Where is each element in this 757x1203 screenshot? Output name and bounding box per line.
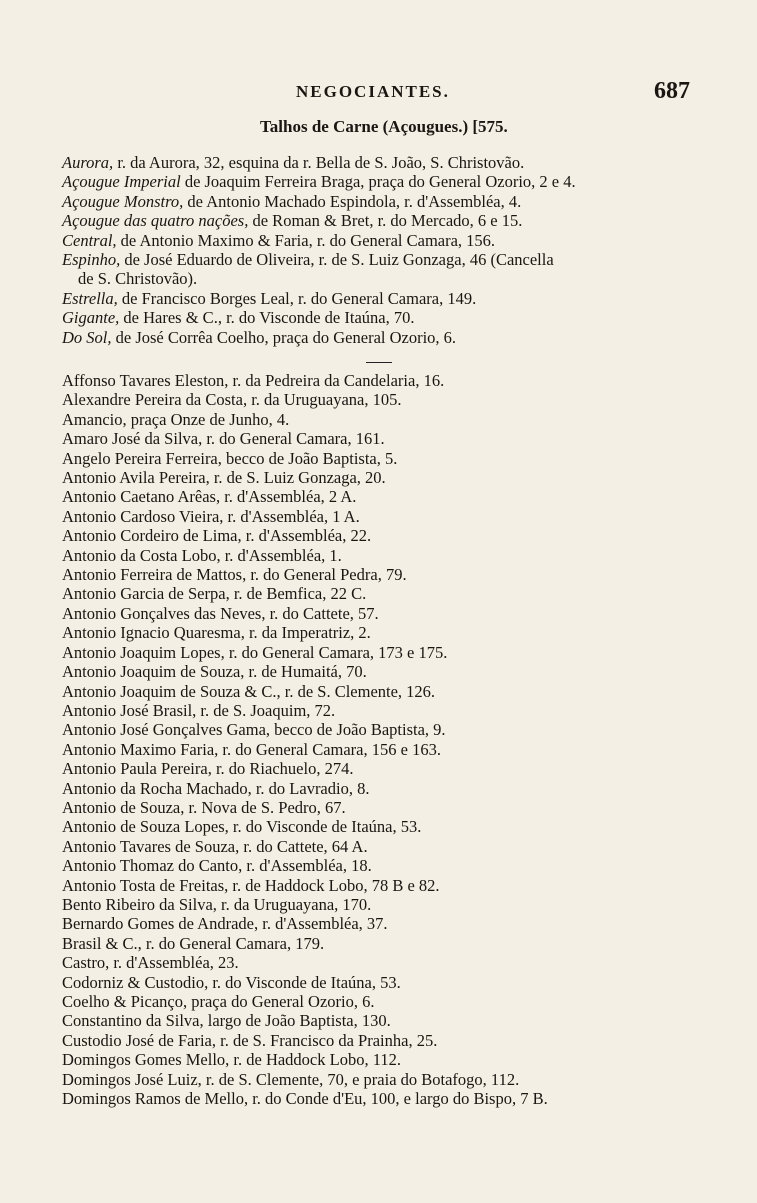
list-item: Antonio Caetano Arêas, r. d'Assembléa, 2 A.: [62, 487, 357, 507]
shop-name: Aurora,: [62, 153, 114, 172]
list-item: Antonio José Gonçalves Gama, becco de João Baptista, 9.: [62, 720, 446, 740]
list-item: Antonio Joaquim de Souza, r. de Humaitá, 70.: [62, 662, 367, 682]
list-item: Antonio Tavares de Souza, r. do Cattete, 64 A.: [62, 836, 368, 856]
shop-details: de Francisco Borges Leal, r. do General Camara, 149.: [117, 288, 477, 308]
list-item: Antonio Joaquim Lopes, r. do General Camara, 173 e 175.: [62, 642, 448, 662]
shop-name: Açougue Monstro,: [62, 191, 184, 211]
shop-name: Estrella,: [62, 288, 118, 308]
list-item: Amaro José da Silva, r. do General Camara, 161.: [62, 429, 385, 449]
list-item: Bento Ribeiro da Silva, r. da Uruguayana, 170.: [62, 894, 372, 914]
list-item: Alexandre Pereira da Costa, r. da Uruguayana, 105.: [62, 390, 402, 410]
list-item: Custodio José de Faria, r. de S. Francisco da Prainha, 25.: [62, 1030, 438, 1050]
page-header: [0, 78, 757, 106]
shop-details: de Joaquim Ferreira Braga, praça do General Ozorio, 2 e 4.: [180, 172, 576, 192]
list-item: Antonio José Brasil, r. de S. Joaquim, 72.: [62, 700, 336, 720]
shop-name: Açougue das quatro nações,: [62, 211, 249, 231]
shop-details: de Hares & C., r. do Visconde de Itaúna, 70.: [119, 308, 415, 328]
shop-details: de José Eduardo de Oliveira, r. de S. Luiz Gonzaga, 46 (Cancella: [120, 250, 554, 270]
list-item: Antonio da Rocha Machado, r. do Lavradio, 8.: [62, 778, 370, 798]
shop-details: de Roman & Bret, r. do Mercado, 6 e 15.: [248, 211, 523, 231]
list-item: [62, 211, 702, 230]
list-item: Antonio de Souza Lopes, r. do Visconde de Itaúna, 53.: [62, 817, 422, 837]
list-item: [62, 250, 702, 269]
list-item: Domingos José Luiz, r. de S. Clemente, 70, e praia do Botafogo, 112.: [62, 1069, 520, 1089]
shop-name: Central,: [62, 230, 117, 250]
section-title: Talhos de Carne (Açougues.) [575.: [260, 117, 508, 136]
list-item: Constantino da Silva, largo de João Baptista, 130.: [62, 1011, 391, 1031]
list-item: Amancio, praça Onze de Junho, 4.: [62, 409, 290, 429]
list-item: [62, 192, 702, 211]
list-item: Antonio da Costa Lobo, r. d'Assembléa, 1.: [62, 545, 342, 565]
list-item: Domingos Gomes Mello, r. de Haddock Lobo, 112.: [62, 1050, 401, 1070]
list-item: Affonso Tavares Eleston, r. da Pedreira da Candelaria, 16.: [62, 371, 445, 390]
shop-details: de Antonio Maximo & Faria, r. do General Camara, 156.: [116, 230, 496, 250]
list-item: Antonio Cordeiro de Lima, r. d'Assembléa, 22.: [62, 526, 372, 546]
list-item: Angelo Pereira Ferreira, becco de João Baptista, 5.: [62, 448, 398, 468]
shop-details: de Antonio Machado Espindola, r. d'Assembléa, 4.: [183, 191, 522, 211]
list-item: [62, 328, 702, 347]
list-item: Coelho & Picanço, praça do General Ozorio, 6.: [62, 992, 375, 1011]
list-item: Antonio Avila Pereira, r. de S. Luiz Gonzaga, 20.: [62, 468, 386, 488]
list-item: [62, 172, 702, 191]
list-item: Antonio Maximo Faria, r. do General Camara, 156 e 163.: [62, 739, 441, 759]
shop-details: de S. Christovão).: [78, 269, 198, 289]
list-item: Antonio Paula Pereira, r. do Riachuelo, 274.: [62, 759, 354, 779]
list-item: [62, 289, 702, 308]
page-number: 687: [654, 78, 690, 104]
list-item: [62, 231, 702, 250]
shop-name: Espinho,: [62, 250, 121, 270]
list-item: Domingos Ramos de Mello, r. do Conde d'Eu, 100, e largo do Bispo, 7 B.: [62, 1089, 548, 1109]
shop-details: de José Corrêa Coelho, praça do General Ozorio, 6.: [111, 327, 457, 347]
list-item: Antonio Joaquim de Souza & C., r. de S. Clemente, 126.: [62, 681, 436, 701]
list-item: Castro, r. d'Assembléa, 23.: [62, 953, 239, 973]
shop-name: Do Sol,: [62, 327, 112, 347]
list-item: Antonio Ferreira de Mattos, r. do General Pedra, 79.: [62, 565, 407, 585]
section-divider: [366, 362, 392, 363]
list-item: Antonio Ignacio Quaresma, r. da Imperatriz, 2.: [62, 623, 371, 643]
list-item: Antonio Cardoso Vieira, r. d'Assembléa, 1 A.: [62, 506, 360, 526]
list-item: Codorniz & Custodio, r. do Visconde de Itaúna, 53.: [62, 972, 401, 992]
list-item: [62, 153, 702, 172]
merchant-list: [62, 371, 702, 1108]
shop-name: Açougue Imperial: [62, 172, 181, 192]
list-item: Bernardo Gomes de Andrade, r. d'Assembléa, 37.: [62, 914, 388, 934]
list-item: Antonio Tosta de Freitas, r. de Haddock Lobo, 78 B e 82.: [62, 875, 440, 895]
list-item: Brasil & C., r. do General Camara, 179.: [62, 933, 325, 953]
list-item: Antonio Garcia de Serpa, r. de Bemfica, 22 C.: [62, 584, 367, 604]
list-item: Antonio Gonçalves das Neves, r. do Cattete, 57.: [62, 603, 379, 623]
list-item: Antonio Thomaz do Canto, r. d'Assembléa, 18.: [62, 856, 372, 876]
list-item: Antonio de Souza, r. Nova de S. Pedro, 67.: [62, 797, 346, 817]
running-title: NEGOCIANTES.: [296, 82, 450, 101]
named-butchers-list: [62, 153, 702, 347]
list-item: [62, 308, 702, 327]
shop-details: r. da Aurora, 32, esquina da r. Bella de S. João, S. Christovão.: [113, 153, 525, 172]
list-item: [62, 269, 702, 288]
shop-name: Gigante,: [62, 308, 120, 328]
